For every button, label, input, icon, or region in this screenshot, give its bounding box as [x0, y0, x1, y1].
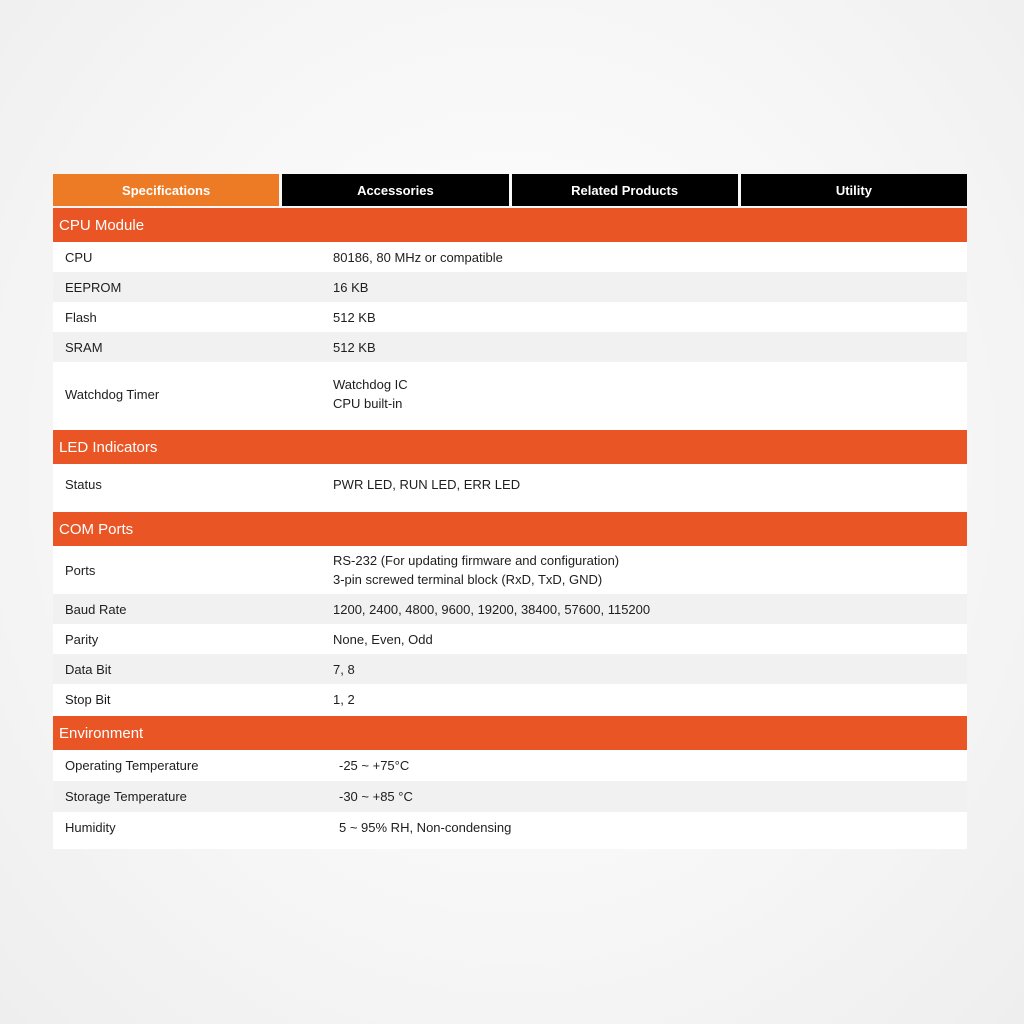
- spec-label: Stop Bit: [65, 691, 111, 707]
- spec-row-status: [53, 464, 967, 510]
- spec-row-data-bit: [53, 654, 967, 684]
- spec-value: 16 KB: [333, 279, 369, 295]
- spec-row-cpu: [53, 242, 967, 272]
- spec-value: 7, 8: [333, 661, 355, 677]
- spec-row-baud-rate: [53, 594, 967, 624]
- spec-row-humidity: [53, 812, 967, 849]
- spec-row-flash: [53, 302, 967, 332]
- section-header-com-ports: COM Ports: [53, 512, 967, 546]
- spec-value: 512 KB: [333, 339, 376, 355]
- spec-label: Status: [65, 476, 102, 492]
- spec-value: 1, 2: [333, 691, 355, 707]
- spec-row-watchdog-timer: [53, 362, 967, 428]
- spec-label: Watchdog Timer: [65, 386, 160, 402]
- spec-label: Baud Rate: [65, 601, 127, 617]
- spec-row-operating-temperature: [53, 750, 967, 781]
- spec-row-stop-bit: [53, 684, 967, 714]
- spec-label: EEPROM: [65, 279, 122, 295]
- spec-value: 5 ~ 95% RH, Non-condensing: [339, 820, 512, 835]
- section-header-environment: Environment: [53, 716, 967, 750]
- spec-value: 80186, 80 MHz or compatible: [333, 249, 503, 265]
- spec-value: RS-232 (For updating firmware and configuration) 3-pin screwed terminal block (RxD, TxD, GND): [333, 553, 620, 587]
- spec-row-parity: [53, 624, 967, 654]
- tab-utility[interactable]: Utility: [741, 174, 967, 206]
- spec-label: Storage Temperature: [65, 789, 187, 804]
- spec-label: Data Bit: [65, 661, 112, 677]
- spec-value: 1200, 2400, 4800, 9600, 19200, 38400, 57600, 115200: [333, 601, 651, 617]
- tab-accessories[interactable]: Accessories: [282, 174, 508, 206]
- spec-label: SRAM: [65, 339, 103, 355]
- tab-bar: [53, 174, 967, 206]
- tab-related-products[interactable]: Related Products: [512, 174, 738, 206]
- spec-value: -30 ~ +85 °C: [339, 789, 413, 804]
- product-tab-panel: [53, 174, 967, 849]
- spec-row-storage-temperature: [53, 781, 967, 812]
- spec-value: PWR LED, RUN LED, ERR LED: [333, 476, 521, 492]
- spec-label: Flash: [65, 309, 97, 325]
- spec-value: -25 ~ +75°C: [339, 758, 410, 773]
- spec-label: Ports: [65, 562, 96, 578]
- spec-label: Operating Temperature: [65, 758, 199, 773]
- tab-specifications[interactable]: Specifications: [53, 174, 279, 206]
- spec-row-eeprom: [53, 272, 967, 302]
- spec-label: Humidity: [65, 820, 116, 835]
- section-header-cpu-module: CPU Module: [53, 208, 967, 242]
- spec-value: None, Even, Odd: [333, 631, 433, 647]
- spec-value: 512 KB: [333, 309, 376, 325]
- spec-row-sram: [53, 332, 967, 362]
- spec-row-ports: [53, 546, 967, 594]
- spec-label: Parity: [65, 631, 99, 647]
- section-header-led-indicators: LED Indicators: [53, 430, 967, 464]
- specifications-table: [53, 208, 967, 849]
- spec-value: Watchdog IC CPU built-in: [333, 377, 408, 411]
- spec-label: CPU: [65, 249, 93, 265]
